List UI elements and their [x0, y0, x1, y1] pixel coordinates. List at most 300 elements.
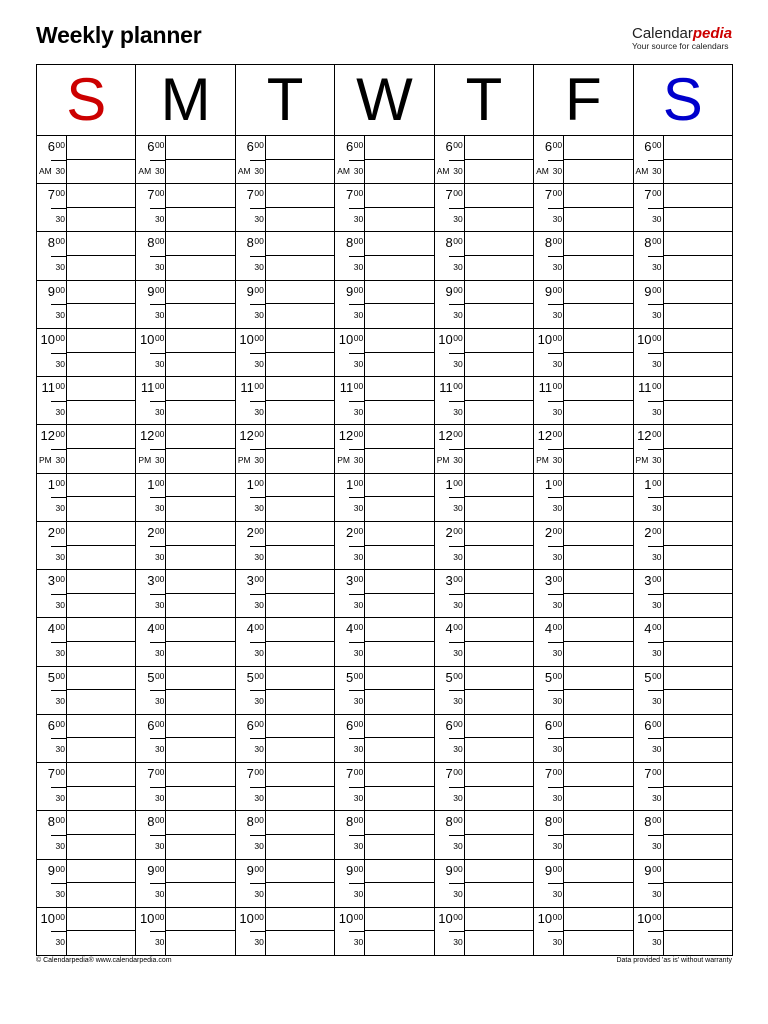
note-cell[interactable]	[365, 136, 433, 160]
note-cell[interactable]	[465, 401, 533, 425]
note-cell[interactable]	[465, 281, 533, 305]
hour-number: 4	[445, 621, 453, 637]
note-cell[interactable]	[166, 883, 234, 907]
note-cell[interactable]	[67, 618, 135, 642]
note-cell[interactable]	[465, 667, 533, 691]
hour-block	[335, 521, 433, 569]
note-cell[interactable]	[365, 570, 433, 594]
note-cell[interactable]	[166, 860, 234, 884]
note-cell[interactable]	[365, 232, 433, 256]
hour-block	[37, 521, 135, 569]
note-cell[interactable]	[266, 136, 334, 160]
note-cell[interactable]	[564, 883, 632, 907]
note-cell[interactable]	[664, 667, 732, 691]
note-cell[interactable]	[67, 232, 135, 256]
note-cell[interactable]	[166, 449, 234, 473]
note-cell[interactable]	[67, 184, 135, 208]
note-cell[interactable]	[365, 908, 433, 932]
note-cell[interactable]	[266, 570, 334, 594]
note-cell[interactable]	[664, 208, 732, 232]
note-cell[interactable]	[365, 449, 433, 473]
note-cell[interactable]	[564, 570, 632, 594]
note-cell[interactable]	[67, 353, 135, 377]
note-cell[interactable]	[266, 860, 334, 884]
note-cell[interactable]	[166, 908, 234, 932]
minutes-label: 00	[55, 140, 65, 150]
note-cell[interactable]	[266, 281, 334, 305]
note-cell[interactable]	[664, 787, 732, 811]
note-cell[interactable]	[166, 738, 234, 762]
note-cell[interactable]	[166, 667, 234, 691]
minutes-label: 00	[453, 332, 463, 343]
note-cell[interactable]	[664, 618, 732, 642]
half-hour-row	[37, 860, 135, 884]
note-cell[interactable]	[166, 353, 234, 377]
note-cell[interactable]	[564, 136, 632, 160]
note-cell[interactable]	[465, 232, 533, 256]
note-cell[interactable]	[67, 208, 135, 232]
note-cell[interactable]	[266, 594, 334, 618]
note-cell[interactable]	[465, 546, 533, 570]
note-cell[interactable]	[564, 811, 632, 835]
note-cell[interactable]	[266, 160, 334, 184]
note-cell[interactable]	[564, 474, 632, 498]
time-label-cell	[435, 329, 465, 353]
note-cell[interactable]	[67, 642, 135, 666]
note-cell[interactable]	[166, 329, 234, 353]
half-hour-row	[335, 256, 433, 280]
note-cell[interactable]	[664, 594, 732, 618]
note-cell[interactable]	[67, 715, 135, 739]
note-cell[interactable]	[266, 329, 334, 353]
note-cell[interactable]	[266, 546, 334, 570]
note-cell[interactable]	[664, 642, 732, 666]
hour-number: 7	[246, 187, 254, 203]
time-label-cell	[435, 642, 465, 666]
half-hour-row	[335, 281, 433, 305]
note-cell[interactable]	[664, 304, 732, 328]
note-cell[interactable]	[365, 738, 433, 762]
note-cell[interactable]	[166, 474, 234, 498]
note-cell[interactable]	[664, 160, 732, 184]
note-cell[interactable]	[266, 208, 334, 232]
note-cell[interactable]	[166, 208, 234, 232]
note-cell[interactable]	[67, 474, 135, 498]
note-cell[interactable]	[564, 160, 632, 184]
half-hour-row	[435, 281, 533, 305]
minutes-label: 30	[55, 937, 65, 948]
note-cell[interactable]	[564, 787, 632, 811]
note-cell[interactable]	[465, 908, 533, 932]
note-cell[interactable]	[564, 401, 632, 425]
note-cell[interactable]	[664, 329, 732, 353]
note-cell[interactable]	[465, 835, 533, 859]
note-cell[interactable]	[465, 883, 533, 907]
time-label-cell	[236, 522, 266, 546]
time-slots	[136, 136, 234, 955]
note-cell[interactable]	[564, 425, 632, 449]
note-cell[interactable]	[67, 256, 135, 280]
time-label-cell	[236, 281, 266, 305]
note-cell[interactable]	[67, 449, 135, 473]
note-cell[interactable]	[465, 304, 533, 328]
note-cell[interactable]	[564, 281, 632, 305]
note-cell[interactable]	[465, 377, 533, 401]
note-cell[interactable]	[465, 931, 533, 955]
note-cell[interactable]	[365, 860, 433, 884]
hour-number: 3	[47, 573, 55, 589]
note-cell[interactable]	[67, 908, 135, 932]
note-cell[interactable]	[266, 497, 334, 521]
note-cell[interactable]	[266, 667, 334, 691]
note-cell[interactable]	[664, 883, 732, 907]
note-cell[interactable]	[166, 304, 234, 328]
note-cell[interactable]	[664, 497, 732, 521]
hour-block	[136, 714, 234, 762]
note-cell[interactable]	[664, 449, 732, 473]
hour-block	[634, 328, 732, 376]
note-cell[interactable]	[664, 860, 732, 884]
note-cell[interactable]	[664, 763, 732, 787]
note-cell[interactable]	[266, 931, 334, 955]
note-cell[interactable]	[166, 281, 234, 305]
note-cell[interactable]	[564, 232, 632, 256]
note-cell[interactable]	[166, 401, 234, 425]
minutes-label: 00	[55, 815, 65, 826]
minutes-label: 00	[154, 574, 165, 585]
note-cell[interactable]	[664, 715, 732, 739]
note-cell[interactable]	[365, 474, 433, 498]
time-label-cell	[435, 353, 465, 377]
note-cell[interactable]	[166, 618, 234, 642]
time-label-cell	[534, 883, 564, 907]
note-cell[interactable]	[67, 811, 135, 835]
note-cell[interactable]	[266, 474, 334, 498]
note-cell[interactable]	[465, 256, 533, 280]
minutes-label: 30	[154, 696, 165, 707]
minutes-label: 30	[254, 889, 264, 900]
note-cell[interactable]	[266, 618, 334, 642]
note-cell[interactable]	[365, 304, 433, 328]
note-cell[interactable]	[465, 642, 533, 666]
time-label-cell	[136, 811, 166, 835]
hour-number: 10	[338, 910, 354, 926]
note-cell[interactable]	[365, 256, 433, 280]
note-cell[interactable]	[564, 690, 632, 714]
note-cell[interactable]	[465, 594, 533, 618]
half-hour-row	[236, 642, 334, 666]
note-cell[interactable]	[564, 618, 632, 642]
note-cell[interactable]	[465, 474, 533, 498]
note-cell[interactable]	[365, 883, 433, 907]
note-cell[interactable]	[365, 667, 433, 691]
time-label-cell	[634, 594, 664, 618]
note-cell[interactable]	[67, 304, 135, 328]
note-cell[interactable]	[564, 377, 632, 401]
note-cell[interactable]	[365, 160, 433, 184]
note-cell[interactable]	[266, 908, 334, 932]
note-cell[interactable]	[166, 546, 234, 570]
note-cell[interactable]	[166, 522, 234, 546]
minutes-label: 30	[652, 358, 662, 369]
time-label-cell	[534, 570, 564, 594]
note-cell[interactable]	[564, 835, 632, 859]
note-cell[interactable]	[365, 835, 433, 859]
note-cell[interactable]	[67, 835, 135, 859]
note-cell[interactable]	[564, 546, 632, 570]
note-cell[interactable]	[664, 474, 732, 498]
note-cell[interactable]	[365, 353, 433, 377]
note-cell[interactable]	[266, 522, 334, 546]
note-cell[interactable]	[564, 497, 632, 521]
note-cell[interactable]	[166, 570, 234, 594]
note-cell[interactable]	[564, 931, 632, 955]
note-cell[interactable]	[266, 304, 334, 328]
note-cell[interactable]	[67, 690, 135, 714]
note-cell[interactable]	[266, 811, 334, 835]
note-cell[interactable]	[67, 570, 135, 594]
note-cell[interactable]	[67, 667, 135, 691]
note-cell[interactable]	[67, 281, 135, 305]
note-cell[interactable]	[564, 304, 632, 328]
note-cell[interactable]	[166, 184, 234, 208]
note-cell[interactable]	[67, 787, 135, 811]
note-cell[interactable]	[67, 425, 135, 449]
note-cell[interactable]	[166, 136, 234, 160]
time-slots	[335, 136, 433, 955]
note-cell[interactable]	[365, 594, 433, 618]
note-cell[interactable]	[365, 642, 433, 666]
hour-block	[335, 907, 433, 955]
note-cell[interactable]	[664, 256, 732, 280]
note-cell[interactable]	[465, 738, 533, 762]
minutes-label: 30	[55, 165, 65, 176]
note-cell[interactable]	[465, 208, 533, 232]
note-cell[interactable]	[266, 449, 334, 473]
note-cell[interactable]	[365, 690, 433, 714]
hour-number: 8	[246, 235, 254, 251]
note-cell[interactable]	[266, 883, 334, 907]
note-cell[interactable]	[465, 449, 533, 473]
hour-block	[335, 810, 433, 858]
hour-block	[136, 376, 234, 424]
note-cell[interactable]	[166, 497, 234, 521]
note-cell[interactable]	[465, 353, 533, 377]
time-slots	[634, 136, 732, 955]
note-cell[interactable]	[266, 835, 334, 859]
note-cell[interactable]	[465, 136, 533, 160]
hour-block	[534, 810, 632, 858]
hour-block	[37, 136, 135, 183]
note-cell[interactable]	[664, 690, 732, 714]
note-cell[interactable]	[465, 860, 533, 884]
note-cell[interactable]	[365, 401, 433, 425]
note-cell[interactable]	[266, 353, 334, 377]
note-cell[interactable]	[664, 184, 732, 208]
hour-number: 7	[47, 187, 55, 203]
note-cell[interactable]	[564, 329, 632, 353]
note-cell[interactable]	[365, 546, 433, 570]
note-cell[interactable]	[564, 449, 632, 473]
half-hour-row	[634, 136, 732, 160]
note-cell[interactable]	[664, 425, 732, 449]
note-cell[interactable]	[664, 835, 732, 859]
hour-block	[435, 231, 533, 279]
note-cell[interactable]	[67, 160, 135, 184]
note-cell[interactable]	[465, 763, 533, 787]
note-cell[interactable]	[465, 787, 533, 811]
note-cell[interactable]	[67, 594, 135, 618]
hour-number: 7	[445, 187, 453, 203]
note-cell[interactable]	[664, 353, 732, 377]
note-cell[interactable]	[266, 232, 334, 256]
minutes-label: 30	[453, 889, 463, 900]
note-cell[interactable]	[67, 883, 135, 907]
hour-block	[435, 280, 533, 328]
note-cell[interactable]	[365, 208, 433, 232]
note-cell[interactable]	[166, 931, 234, 955]
note-cell[interactable]	[365, 497, 433, 521]
note-cell[interactable]	[365, 377, 433, 401]
note-cell[interactable]	[67, 377, 135, 401]
time-label-cell	[335, 497, 365, 521]
note-cell[interactable]	[664, 522, 732, 546]
note-cell[interactable]	[266, 690, 334, 714]
note-cell[interactable]	[266, 642, 334, 666]
note-cell[interactable]	[266, 184, 334, 208]
note-cell[interactable]	[465, 811, 533, 835]
note-cell[interactable]	[365, 281, 433, 305]
note-cell[interactable]	[266, 763, 334, 787]
half-hour-row	[37, 883, 135, 907]
note-cell[interactable]	[664, 377, 732, 401]
hour-block	[335, 762, 433, 810]
time-label-cell	[236, 594, 266, 618]
note-cell[interactable]	[564, 908, 632, 932]
note-cell[interactable]	[465, 160, 533, 184]
note-cell[interactable]	[365, 184, 433, 208]
note-cell[interactable]	[266, 401, 334, 425]
note-cell[interactable]	[564, 642, 632, 666]
note-cell[interactable]	[67, 763, 135, 787]
note-cell[interactable]	[266, 377, 334, 401]
note-cell[interactable]	[67, 136, 135, 160]
note-cell[interactable]	[465, 184, 533, 208]
note-cell[interactable]	[365, 425, 433, 449]
note-cell[interactable]	[465, 690, 533, 714]
note-cell[interactable]	[67, 329, 135, 353]
note-cell[interactable]	[664, 570, 732, 594]
note-cell[interactable]	[465, 425, 533, 449]
minutes-label: 30	[453, 455, 463, 466]
note-cell[interactable]	[564, 184, 632, 208]
half-hour-row	[634, 401, 732, 425]
note-cell[interactable]	[564, 353, 632, 377]
note-cell[interactable]	[664, 136, 732, 160]
note-cell[interactable]	[465, 522, 533, 546]
note-cell[interactable]	[67, 860, 135, 884]
note-cell[interactable]	[266, 425, 334, 449]
note-cell[interactable]	[664, 546, 732, 570]
note-cell[interactable]	[664, 811, 732, 835]
note-cell[interactable]	[365, 329, 433, 353]
note-cell[interactable]	[664, 738, 732, 762]
minutes-label: 30	[254, 599, 264, 610]
note-cell[interactable]	[365, 811, 433, 835]
note-cell[interactable]	[166, 594, 234, 618]
note-cell[interactable]	[166, 763, 234, 787]
note-cell[interactable]	[365, 715, 433, 739]
note-cell[interactable]	[266, 715, 334, 739]
note-cell[interactable]	[564, 667, 632, 691]
note-cell[interactable]	[564, 738, 632, 762]
note-cell[interactable]	[365, 618, 433, 642]
note-cell[interactable]	[365, 787, 433, 811]
note-cell[interactable]	[166, 787, 234, 811]
minutes-label: 30	[453, 937, 463, 948]
note-cell[interactable]	[465, 570, 533, 594]
note-cell[interactable]	[664, 401, 732, 425]
note-cell[interactable]	[67, 401, 135, 425]
note-cell[interactable]	[166, 232, 234, 256]
minutes-label: 00	[552, 429, 563, 440]
note-cell[interactable]	[166, 715, 234, 739]
note-cell[interactable]	[564, 522, 632, 546]
note-cell[interactable]	[67, 931, 135, 955]
note-cell[interactable]	[67, 546, 135, 570]
note-cell[interactable]	[664, 931, 732, 955]
note-cell[interactable]	[465, 329, 533, 353]
note-cell[interactable]	[166, 160, 234, 184]
note-cell[interactable]	[564, 860, 632, 884]
minutes-label: 00	[55, 622, 65, 633]
note-cell[interactable]	[564, 763, 632, 787]
minutes-label: 00	[552, 284, 563, 295]
note-cell[interactable]	[166, 377, 234, 401]
note-cell[interactable]	[166, 835, 234, 859]
note-cell[interactable]	[465, 618, 533, 642]
note-cell[interactable]	[664, 232, 732, 256]
note-cell[interactable]	[564, 208, 632, 232]
time-label-cell	[136, 232, 166, 256]
half-hour-row	[534, 449, 632, 473]
note-cell[interactable]	[365, 931, 433, 955]
note-cell[interactable]	[564, 594, 632, 618]
note-cell[interactable]	[664, 281, 732, 305]
note-cell[interactable]	[266, 787, 334, 811]
note-cell[interactable]	[266, 256, 334, 280]
note-cell[interactable]	[564, 715, 632, 739]
note-cell[interactable]	[465, 715, 533, 739]
note-cell[interactable]	[67, 497, 135, 521]
note-cell[interactable]	[67, 522, 135, 546]
note-cell[interactable]	[266, 738, 334, 762]
note-cell[interactable]	[166, 642, 234, 666]
note-cell[interactable]	[365, 522, 433, 546]
hour-number: 10	[338, 331, 354, 347]
hour-number: 9	[47, 862, 55, 878]
note-cell[interactable]	[67, 738, 135, 762]
note-cell[interactable]	[166, 690, 234, 714]
hour-block	[634, 907, 732, 955]
note-cell[interactable]	[166, 425, 234, 449]
note-cell[interactable]	[166, 811, 234, 835]
note-cell[interactable]	[564, 256, 632, 280]
note-cell[interactable]	[166, 256, 234, 280]
note-cell[interactable]	[664, 908, 732, 932]
note-cell[interactable]	[465, 497, 533, 521]
note-cell[interactable]	[365, 763, 433, 787]
